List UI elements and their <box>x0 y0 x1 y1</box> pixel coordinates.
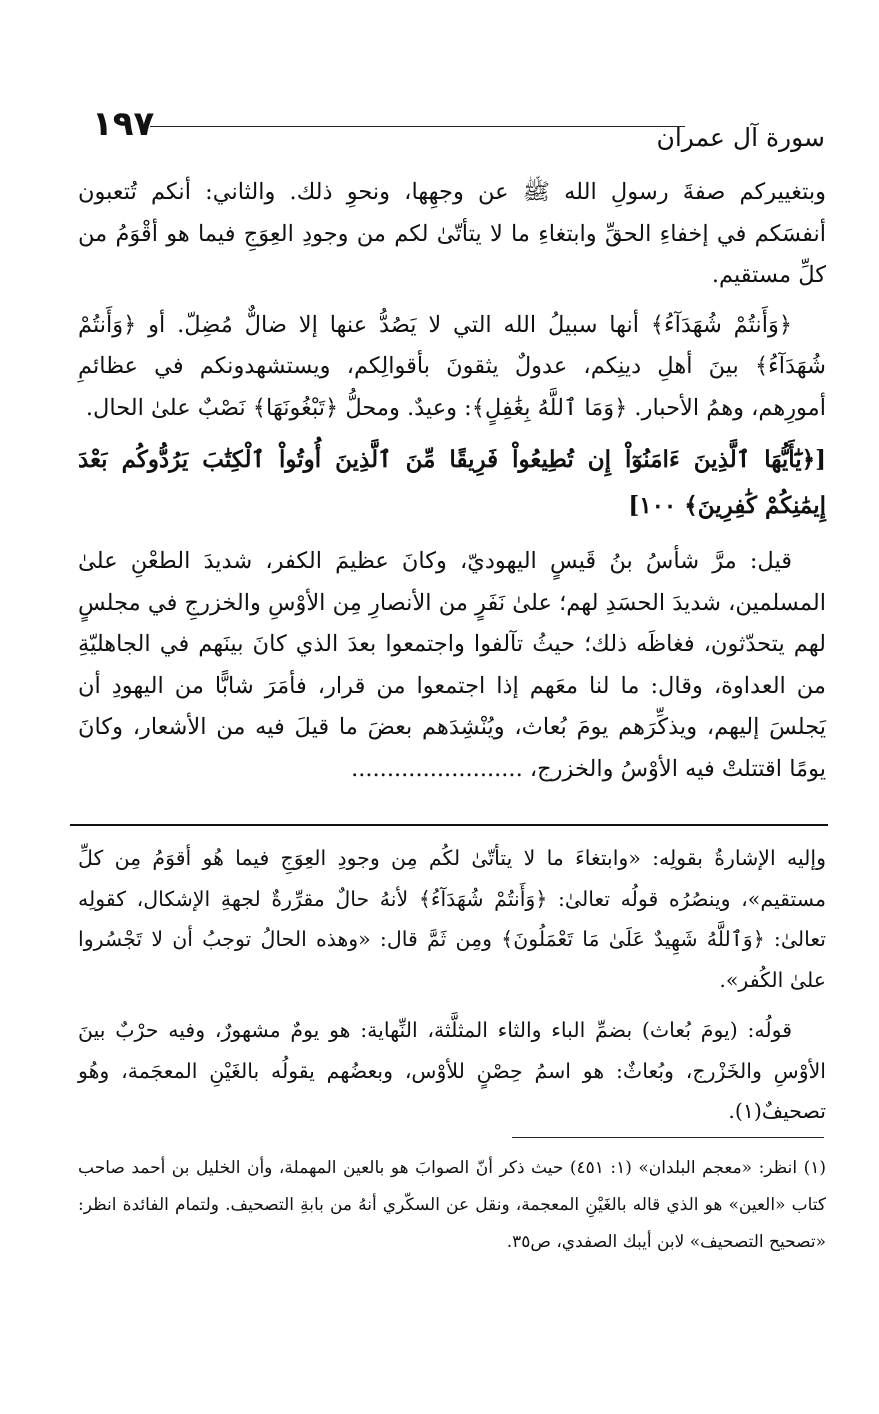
main-paragraph-2: ﴿وَأَنتُمْ شُهَدَآءُ﴾ أنها سبيلُ الله التي لا يَصُدُّ عنها إلا ضالٌّ مُضِلّ. أو ﴿وَأَنتُمْ شُهَدَآءُ﴾ بينَ أهلِ دينِكم، عدولٌ يثقونَ بأقوالِكم، ويستشهدونكم في عظائمِ أمورِهم، وهمُ الأحبار. ﴿وَمَا ٱللَّهُ بِغَٰفِلٍ﴾: وعيدٌ. ومحلُّ ﴿تَبْغُونَهَا﴾ نَصْبٌ علىٰ الحال. <box>78 311 826 421</box>
quran-verse: [﴿يَٰٓأَيُّهَا ٱلَّذِينَ ءَامَنُوٓاْ إِن تُطِيعُواْ فَرِيقًا مِّنَ ٱلَّذِينَ أُوتُواْ ٱلْكِتَٰبَ يَرُدُّوكُم بَعْدَ إِيمَٰنِكُمْ كَٰفِرِينَ﴾ ١٠٠] <box>78 446 826 519</box>
main-text <box>78 172 826 798</box>
page-number: ١٩٧ <box>92 104 155 144</box>
page-header <box>92 104 825 164</box>
footnote-1: (١) انظر: «معجم البلدان» (١: ٤٥١) حيث ذكر أنّ الصوابَ هو بالعين المهملة، وأن الخليل بن أحمد صاحب كتاب «العين» هو الذي قاله بالغَيْنِ المعجمة، ونقل عن السكّري أنهُ من بابةِ التصحيف. ولتمام الفائدة انظر: «تصحيح التصحيف» لابن أيبك الصفدي، ص٣٥. <box>78 1158 826 1252</box>
commentary-text <box>78 838 826 1142</box>
commentary-divider <box>70 824 828 826</box>
footnotes <box>78 1150 826 1261</box>
commentary-paragraph-2: قولُه: (يومَ بُعاث) بضمِّ الباء والثاء المثلَّثة، النِّهاية: هو يومٌ مشهورٌ، وفيه حرْبٌ بينَ الأوْسِ والخَزْرج، وبُعاثٌ: هو اسمُ حِصْنٍ للأوْس، وبعضُهم يقولُه بالغَيْنِ المعجَمة، وهُو تصحيفٌ(١). <box>78 1018 826 1123</box>
footnote-rule <box>512 1137 824 1138</box>
main-paragraph-3: قيل: مرَّ شأسُ بنُ قَيسٍ اليهوديّ، وكانَ عظيمَ الكفر، شديدَ الطعْنِ علىٰ المسلمين، شديدَ الحسَدِ لهم؛ علىٰ نَفَرٍ من الأنصارِ مِن الأوْسِ والخزرجِ في مجلسٍ لهم يتحدّثون، فغاظَه ذلك؛ حيثُ تآلفوا واجتمعوا بعدَ الذي كانَ بينَهم في الجاهليّةِ من العداوة، وقال: ما لنا معَهم إذا اجتمعوا من قرار، فأمَرَ شابًّا من اليهودِ أن يَجلسَ إليهم، ويذكِّرَهم يومَ بُعاث، ويُنْشِدَهم بعضَ ما قيلَ فيه من الأشعار، وكانَ يومًا اقتتلتْ فيه الأوْسُ والخزرج، ........................ <box>78 548 826 782</box>
main-paragraph-1: وبتغييركم صفةَ رسولِ الله ﷺ عن وجهِها، ونحوِ ذلك. والثاني: أنكم تُتعبون أنفسَكم في إخفاءِ الحقِّ وابتغاءِ ما لا يتأتّىٰ لكم من وجودِ العِوَجِ فيما هو أقْوَمُ من كلِّ مستقيم. <box>78 179 826 288</box>
commentary-paragraph-1: وإليه الإشارةُ بقولِه: «وابتغاءَ ما لا يتأتّىٰ لكُم مِن وجودِ العِوَجِ فيما هُو أقوَمُ مِن كلِّ مستقيم»، وينصُرُه قولُه تعالىٰ: ﴿وَأَنتُمْ شُهَدَآءُ﴾ لأنهُ حالٌ مقرِّرةٌ لجهةِ الإشكال، كقولِه تعالىٰ: ﴿وَٱللَّهُ شَهِيدٌ عَلَىٰ مَا تَعْمَلُونَ﴾ ومِن ثَمَّ قال: «وهذه الحالُ توجبُ أن لا تَجْسُروا علىٰ الكُفر». <box>78 846 826 992</box>
header-rule <box>150 126 685 127</box>
surah-title: سورة آل عمران <box>656 123 825 152</box>
